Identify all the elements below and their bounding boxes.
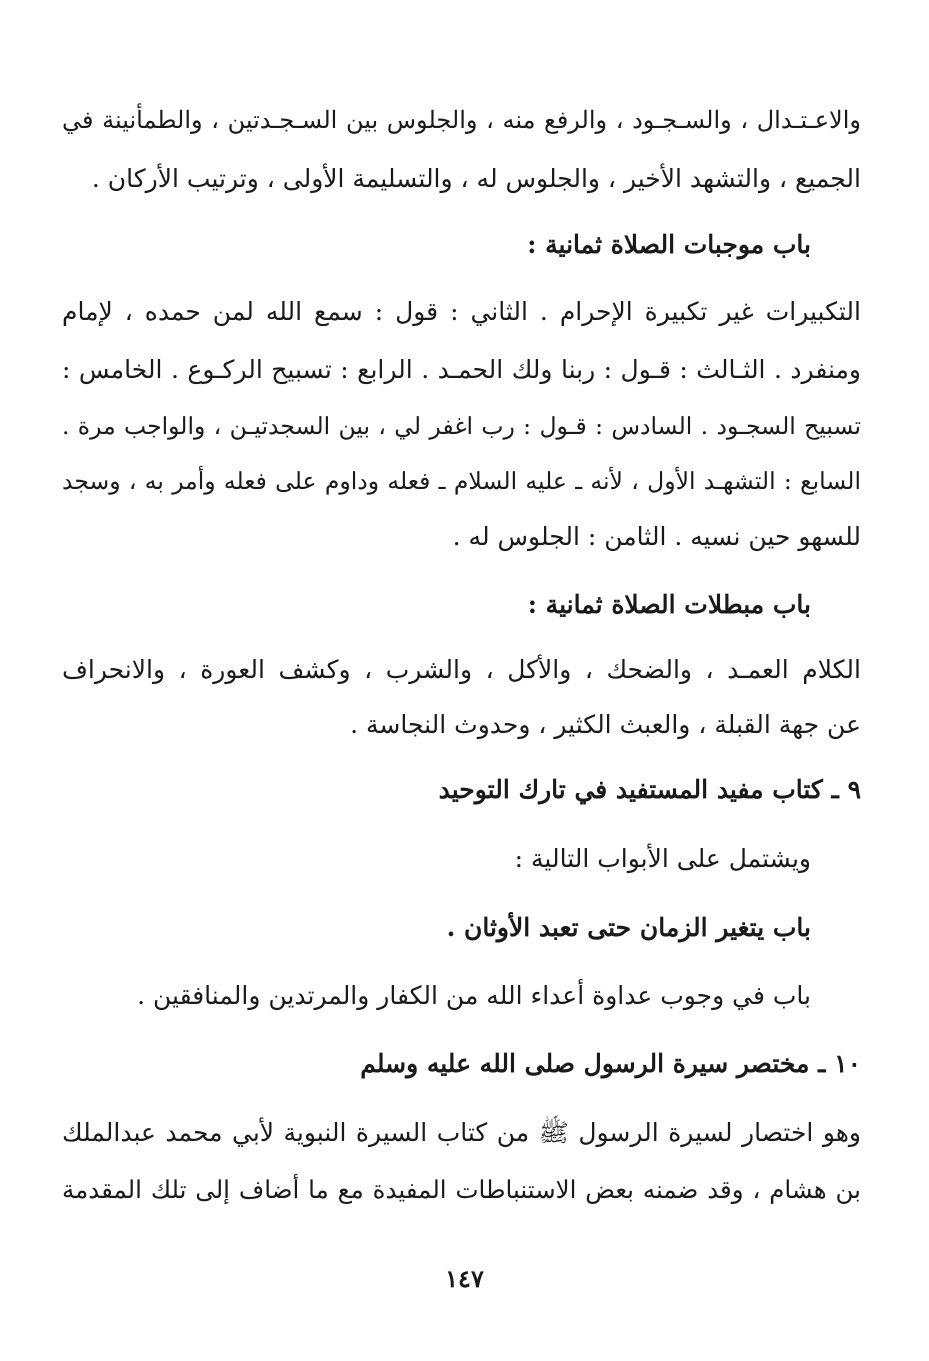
text-line: بن هشام ، وقد ضمنه بعض الاستنباطات المفيدة مع ما أضاف إلى تلك المقدمة (62, 1175, 861, 1204)
text-line: التكبيرات غير تكبيرة الإحرام . الثاني : قول : سمع الله لمن حمده ، لإمام (62, 297, 861, 326)
text-line: الجميع ، والتشهد الأخير ، والجلوس له ، والتسليمة الأولى ، وترتيب الأركان . (91, 164, 861, 193)
text-line: تسبيح السجـود . السادس : قـول : رب اغفر لي ، بين السجدتيـن ، والواجب مرة . (62, 412, 861, 440)
text-line: السابع : التشهـد الأول ، لأنه ـ عليه السلام ـ فعله وداوم على فعله وأمر به ، وسجد (62, 467, 861, 495)
text-line: ويشتمل على الأبواب التالية : (514, 844, 811, 873)
section-heading: باب مبطلات الصلاة ثمانية : (527, 590, 811, 619)
text-line: والاعـتـدال ، والسـجـود ، والرفع منه ، والجلوس بين السـجـدتين ، والطمأنينة في (62, 106, 861, 134)
section-heading: باب يتغير الزمان حتى تعبد الأوثان . (446, 913, 811, 942)
book-heading: ٩ ـ كتاب مفيد المستفيد في تارك التوحيد (438, 775, 861, 804)
text-line: عن جهة القبلة ، والعبث الكثير ، وحدوث النجاسة . (350, 710, 861, 739)
page-number: ١٤٧ (445, 1264, 484, 1293)
section-heading: باب موجبات الصلاة ثمانية : (527, 230, 811, 259)
book-heading: ١٠ ـ مختصر سيرة الرسول صلى الله عليه وسلم (360, 1049, 861, 1078)
text-line: الكلام العمـد ، والضحك ، والأكل ، والشرب ، وكشف العورة ، والانحراف (62, 655, 861, 684)
text-line: للسهو حين نسيه . الثامن : الجلوس له . (452, 522, 861, 551)
text-line: وهو اختصار لسيرة الرسول ﷺ من كتاب السيرة النبوية لأبي محمد عبدالملك (62, 1118, 861, 1147)
text-line: باب في وجوب عداوة أعداء الله من الكفار والمرتدين والمنافقين . (137, 981, 811, 1010)
text-line: ومنفرد . الثـالث : قـول : ربنا ولك الحمـد . الرابع : تسبيح الركـوع . الخامس : (62, 355, 861, 384)
